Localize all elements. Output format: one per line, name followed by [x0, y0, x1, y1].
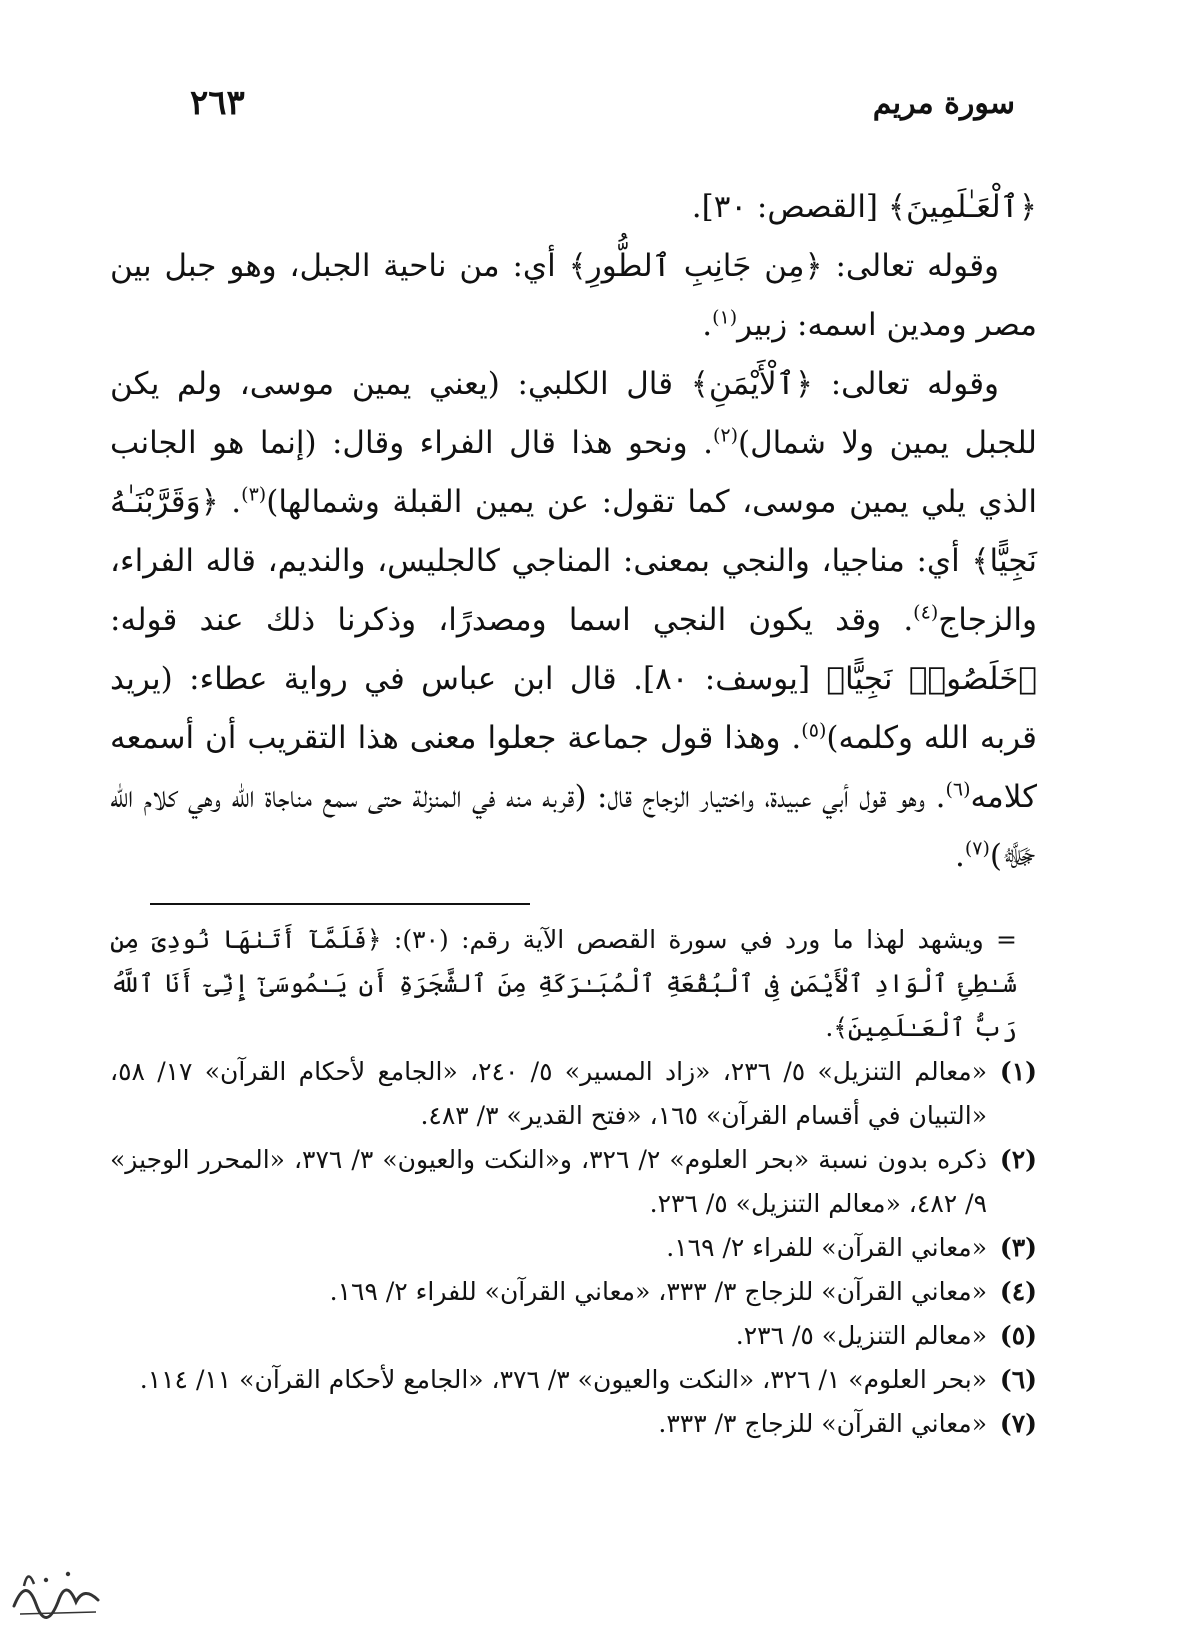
- footnote-3: [110, 1226, 1037, 1270]
- watermark-logo: [6, 1556, 106, 1626]
- footnote-number: (٥): [999, 1321, 1037, 1350]
- text-run: . ﴿وَقَرَّبْنَـٰهُ نَجِيًّا﴾ أي: مناجيا، والنجي بمعنى: المناجي كالجليس، والنديم، قاله الفراء، والزجاج: [110, 484, 1037, 638]
- footnote-6: [110, 1358, 1037, 1402]
- text-run: وقوله تعالى: ﴿ٱلْأَيْمَنِ﴾ قال الكلبي: (يعني يمين موسى، ولم يكن للجبل يمين ولا شمال): [110, 366, 1037, 461]
- footnote-ref-3: (٣): [241, 483, 267, 506]
- footnote-text: «معاني القرآن» للزجاج ٣/ ٣٣٣.: [658, 1409, 987, 1438]
- footnote-text: «معالم التنزيل» ٥/ ٢٣٦.: [735, 1321, 987, 1350]
- main-text: [110, 178, 1037, 886]
- footnote-text: «معاني القرآن» للزجاج ٣/ ٣٣٣، «معاني القرآن» للفراء ٢/ ١٦٩.: [329, 1277, 987, 1306]
- footnote-text: ذكره بدون نسبة «بحر العلوم» ٢/ ٣٢٦، و«النكت والعيون» ٣/ ٣٧٦، «المحرر الوجيز» ٩/ ٤٨٢، «معالم التنزيل» ٥/ ٢٣٦.: [110, 1145, 988, 1218]
- surah-name: سورة مريم: [872, 85, 1015, 121]
- paragraph-1: [110, 178, 1037, 237]
- footnote-text: «معالم التنزيل» ٥/ ٢٣٦، «زاد المسير» ٥/ ٢٤٠، «الجامع لأحكام القرآن» ١٧/ ٥٨، «التبيان في أقسام القرآن» ١٦٥، «فتح القدير» ٣/ ٤٨٣.: [110, 1057, 987, 1130]
- footnote-ref-4: (٤): [913, 601, 939, 624]
- text-run: . وهو قول أبي عبيدة، واختيار الزجاج قال: (قربه منه في المنزلة حتى سمع مناجاة الله وهي كلام الله ﷻ): [110, 779, 1037, 874]
- footnote-4: [110, 1270, 1037, 1314]
- page-header: [190, 78, 1015, 128]
- text-run: . وهذا قول جماعة جعلوا معنى هذا التقريب أن أسمعه كلامه: [110, 720, 1037, 815]
- text-run: وقوله تعالى: ﴿مِن جَانِبِ ٱلطُّورِ﴾ أي: من ناحية الجبل، وهو جبل بين مصر ومدين اسمه: زبير: [110, 248, 1037, 343]
- footnote-continuation: [110, 918, 1037, 1050]
- footnote-number: (٤): [999, 1277, 1037, 1306]
- footnote-ref-7: (٧): [964, 837, 990, 860]
- footnote-2: [110, 1138, 1037, 1226]
- paragraph-3: وقوله تعالى: ﴿ٱلْأَيْمَنِ﴾ قال الكلبي: (يعني يمين موسى، ولم يكن للجبل يمين ولا شمال)$^{(٢)}$. ونحو هذا قال الفراء وقال: (إنما هو الجانب الذي يلي يمين موسى، كما تقول: عن يمين القبلة وشمالها)$^{(٣)}$. ﴿وَقَرَّبْنَـٰهُ نَجِيًّا﴾ أي: مناجيا، والنجي بمعنى: المناجي كالجليس، والنديم، قاله الفراء، والزجاج$^{(٤)}$. وقد يكون النجي اسما ومصدرًا، وذكرنا ذلك عند قوله: ﴿خَلَصُوا۟ نَجِيًّا﴾ [يوسف: ٨٠]. قال ابن عباس في رواية عطاء: (يريد قربه الله وكلمه)$^{(٥)}$. وهذا قول جماعة جعلوا معنى هذا التقريب أن أسمعه كلامه$^{(٦)}$. وهو قول أبي عبيدة، واختيار الزجاج قال: (قربه منه في المنزلة حتى سمع مناجاة الله وهي كلام الله ﷻ)$^{(٧)}$.: [110, 366, 1038, 874]
- footnote-ref-2: (٢): [712, 424, 738, 447]
- page-number: ٢٦٣: [190, 83, 245, 123]
- footnote-number: (١): [999, 1057, 1037, 1086]
- text-run: ﴿ٱلْعَـٰلَمِينَ﴾ [القصص: ٣٠].: [691, 189, 1037, 225]
- footnote-5: [110, 1314, 1037, 1358]
- footnote-1: [110, 1050, 1037, 1138]
- text-run: . وقد يكون النجي اسما ومصدرًا، وذكرنا ذلك عند قوله: ﴿خَلَصُوا۟ نَجِيًّا﴾ [يوسف: ٨٠]. قال ابن عباس في رواية عطاء: (يريد قربه الله وكلمه): [110, 602, 1037, 756]
- footnote-text: «معاني القرآن» للفراء ٢/ ١٦٩.: [666, 1233, 987, 1262]
- footnote-number: (٧): [999, 1409, 1037, 1438]
- footnote-ref-6: (٦): [945, 778, 971, 801]
- paragraph-2: وقوله تعالى: ﴿مِن جَانِبِ ٱلطُّورِ﴾ أي: من ناحية الجبل، وهو جبل بين مصر ومدين اسمه: زبير$^{(١)}$.: [110, 248, 1037, 343]
- footnote-number: (٣): [999, 1233, 1037, 1262]
- footnotes: [110, 918, 1037, 1446]
- footnote-ref-5: (٥): [801, 719, 827, 742]
- footnote-separator: [150, 903, 530, 905]
- text-run: . ونحو هذا قال الفراء وقال: (إنما هو الجانب الذي يلي يمين موسى، كما تقول: عن يمين القبلة وشمالها): [110, 425, 1038, 520]
- footnote-ref-1: (١): [712, 306, 738, 329]
- footnote-text: = ويشهد لهذا ما ورد في سورة القصص الآية رقم: (٣٠): ﴿فَلَمَّآ أَتَىٰهَا نُودِىَ مِن شَـٰطِئِ ٱلْوَادِ ٱلْأَيْمَنِ فِى ٱلْبُقْعَةِ ٱلْمُبَـٰرَكَةِ مِنَ ٱلشَّجَرَةِ أَن يَـٰمُوسَىٰٓ إِنِّىٓ أَنَا ٱللَّهُ رَبُّ ٱلْعَـٰلَمِينَ﴾.: [110, 925, 1017, 1042]
- footnote-text: «بحر العلوم» ١/ ٣٢٦، «النكت والعيون» ٣/ ٣٧٦، «الجامع لأحكام القرآن» ١١/ ١١٤.: [139, 1365, 987, 1394]
- footnote-number: (٦): [999, 1365, 1037, 1394]
- footnote-7: [110, 1402, 1037, 1446]
- footnote-number: (٢): [999, 1145, 1037, 1174]
